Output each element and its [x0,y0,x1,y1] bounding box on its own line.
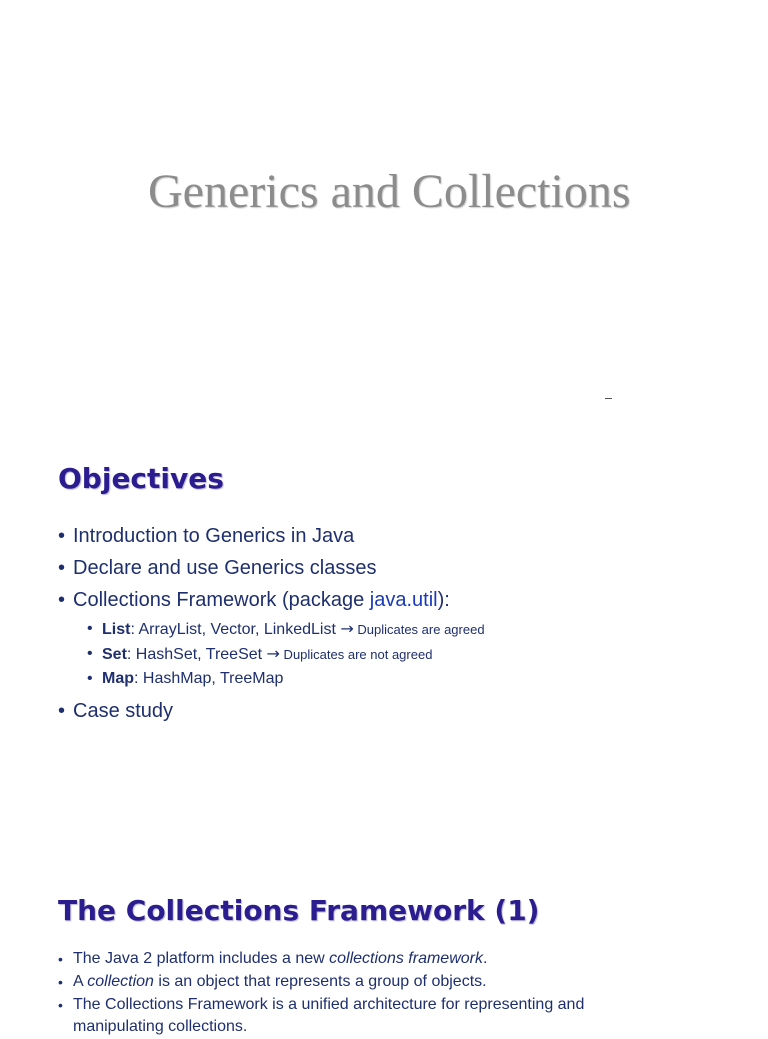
point-text: The Java 2 platform includes a new [73,950,330,967]
arrow-icon: → [266,644,280,663]
point-text: . [482,950,488,967]
point-emphasis: collection [87,973,154,990]
package-name: java.util [369,589,438,611]
objective-item-framework [58,588,485,691]
objectives-list [58,524,485,731]
sub-item-label: Map [102,670,134,687]
framework-point [58,971,584,993]
arrow-icon: → [340,619,354,638]
collection-types-list [87,617,485,691]
framework-suffix: ): [437,589,450,611]
sub-item-map [87,667,485,691]
sub-item-label: Set [102,646,127,663]
sub-item-text: : HashMap, TreeMap [134,670,284,687]
objectives-slide [0,430,768,860]
sub-item-text: : HashSet, TreeSet [126,646,267,663]
sub-item-note: Duplicates are not agreed [279,647,433,662]
framework-points [58,948,584,1039]
objective-item: • Declare and use Generics classes [58,556,485,580]
sub-item-set [87,642,485,667]
sub-item-text: : ArrayList, Vector, LinkedList [130,621,341,638]
framework-point [58,994,584,1038]
point-text: manipulating collections. [73,1018,248,1035]
point-emphasis: collections framework [329,950,483,967]
point-text: is an object that represents a group of objects. [153,973,487,990]
slide-mark [605,398,612,399]
slide-title: Generics and Collections [148,165,631,218]
framework-prefix: Collections Framework (package [73,589,370,611]
collections-framework-slide [0,860,768,1035]
objectives-heading: Objectives [58,462,224,495]
objective-item: • Introduction to Generics in Java [58,524,485,548]
framework-heading: The Collections Framework (1) [58,894,540,927]
point-text: • The Collections Framework is a unified architecture for representing and [73,996,585,1013]
title-slide [0,0,768,430]
sub-item-list [87,617,485,642]
sub-item-label: List [102,621,131,638]
framework-point [58,948,584,970]
point-text: A [73,973,88,990]
sub-item-note: Duplicates are agreed [353,622,485,637]
objective-item: • Case study [58,699,485,723]
